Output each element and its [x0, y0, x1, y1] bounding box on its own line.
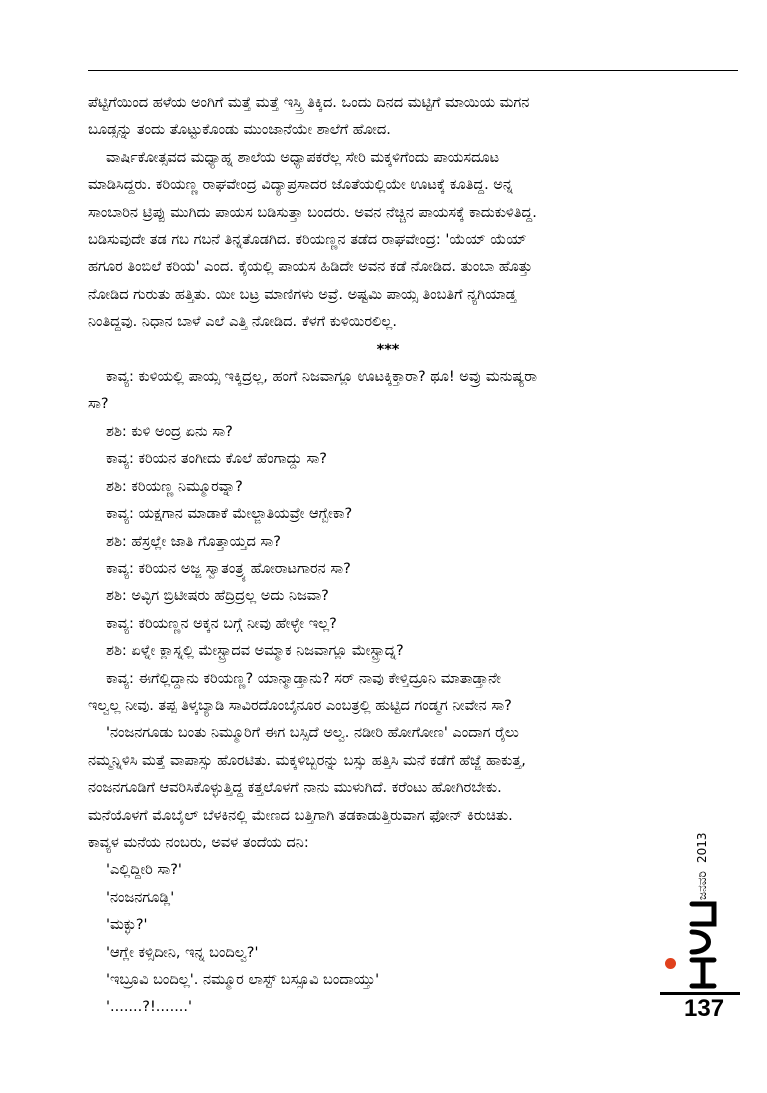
text-line: ಮಾಡಿಸಿದ್ದರು. ಕರಿಯಣ್ಣ ರಾಘವೇಂದ್ರ ವಿದ್ಯಾಪ್ರಸಾದರ ಜೊತೆಯಲ್ಲಿಯೇ ಊಟಕ್ಕೆ ಕೂತಿದ್ದ. ಅನ್ನ [88, 177, 513, 194]
text-line: ಶಶಿ: ಕರಿಯಣ್ಣ ನಿಮ್ಮೂರವ್ನಾ? [106, 478, 243, 495]
header-rule [88, 70, 738, 71]
issue-month: ಜನವರಿ [695, 871, 709, 900]
text-line: ಸಾಂಬಾರಿನ ಟ್ರಿಪ್ಪು ಮುಗಿದು ಪಾಯಸ ಬಡಿಸುತ್ತಾ ಬಂದರು. ಅವನ ನೆಚ್ಚಿನ ಪಾಯಸಕ್ಕೆ ಕಾದುಕುಳಿತಿದ್ದ. [88, 204, 537, 221]
text-line: ಪೆಟ್ಟಿಗೆಯಿಂದ ಹಳೆಯ ಅಂಗಿಗೆ ಮತ್ತೆ ಮತ್ತೆ ಇಸ್ತ್ರಿ ತಿಕ್ಕಿದ. ಒಂದು ದಿನದ ಮಟ್ಟಿಗೆ ಮಾಯಿಯ ಮಗನ [88, 95, 530, 111]
text-line: ಕಾವ್ಯ: ಕರಿಯನ ತಂಗೀದು ಕೊಲೆ ಹೆಂಗಾದ್ದು ಸಾ? [106, 451, 328, 468]
text-line: ನಿಂತಿದ್ದವು. ನಿಧಾನ ಬಾಳೆ ಎಲೆ ಎತ್ತಿ ನೋಡಿದ. ಕೆಳಗೆ ಕುಳಿಯಿರಲಿಲ್ಲ. [88, 314, 397, 331]
text-line: ಶಶಿ: ಹೆಸ್ರಲ್ಲೇ ಜಾತಿ ಗೊತ್ತಾಯ್ತದ ಸಾ? [106, 533, 281, 550]
text-line: ನೋಡಿದ ಗುರುತು ಹತ್ತಿತು. ಯೀ ಬಟ್ರ ಮಾಣಿಗಳು ಅವ್ರೆ. ಅಷ್ಟಮಿ ಪಾಯ್ಸ ತಿಂಬತಿಗೆ ನ್ಯಗಿಯಾಡ್ತ [88, 286, 517, 303]
text-line: ಸಾ? [88, 396, 109, 413]
text-line: ಕಾವ್ಯ: ಕುಳಿಯಲ್ಲಿ ಪಾಯ್ಸ ಇಕ್ಕಿದ್ರಲ್ಲ, ಹಂಗೆ ನಿಜವಾಗ್ಲೂ ಊಟಕ್ಕಿಕ್ತಾರಾ? ಥೂ! ಅವ್ರು ಮನುಷ್ಯರಾ [106, 369, 538, 386]
text-line: ವಾರ್ಷಿಕೋತ್ಸವದ ಮಧ್ಯಾಹ್ನ ಶಾಲೆಯ ಅಧ್ಯಾಪಕರೆಲ್ಲ ಸೇರಿ ಮಕ್ಕಳಿಗೆಂದು ಪಾಯಸದೂಟ [106, 149, 500, 166]
text-line: ಕಾವ್ಯ: ಯಕ್ಷಗಾನ ಮಾಡಾಕೆ ಮೇಲ್ಜಾತಿಯವ್ರೇ ಆಗ್ಬೇಕಾ? [106, 506, 353, 523]
text-line: ಹಗೂರ ತಿಂಬಿಲೆ ಕರಿಯ' ಎಂದ. ಕೈಯಲ್ಲಿ ಪಾಯಸ ಹಿಡಿದೇ ಅವನ ಕಡೆ ನೋಡಿದ. ತುಂಬಾ ಹೊತ್ತು [88, 259, 533, 276]
text-line: ಕಾವ್ಯಳ ಮನೆಯ ನಂಬರು, ಅವಳ ತಂದೆಯ ದನಿ: [88, 834, 309, 851]
issue-date [694, 800, 710, 900]
text-line: ನಮ್ಮನ್ನಿಳಿಸಿ ಮತ್ತೆ ವಾಪಾಸ್ಸು ಹೊರಟಿತು. ಮಕ್ಕಳಿಬ್ಬರನ್ನು ಬಸ್ಸು ಹತ್ತಿಸಿ ಮನೆ ಕಡೆಗೆ ಹೆಜ್ಜೆ ಹಾಕುತ್ತ, [88, 752, 526, 769]
article-body [88, 90, 658, 1022]
text-line: 'ಆಗ್ಲೇ ಕಳ್ಸಿದೀನಿ, ಇನ್ನ ಬಂದಿಲ್ವ?' [106, 944, 259, 961]
text-line: ಶಶಿ: ಅವ್ಳಿಗ ಬ್ರಿಟೀಷರು ಹೆದ್ರಿದ್ರಲ್ಲ ಅದು ನಿಜವಾ? [106, 588, 329, 605]
text-line: 'ನಂಜನಗೂಡು ಬಂತು ನಿಮ್ಮೂರಿಗೆ ಈಗ ಬಸ್ಸಿದೆ ಅಲ್ವ. ನಡೀರಿ ಹೋಗೋಣ' ಎಂದಾಗ ರೈಲು [106, 725, 519, 742]
accent-dot [665, 958, 676, 969]
text-line: ಕಾವ್ಯ: ಕರಿಯಣ್ಣನ ಅಕ್ಕನ ಬಗ್ಗೆ ನೀವು ಹೇಳ್ಳೇ ಇಲ್ಲ? [106, 615, 337, 632]
text-line: ಮನೆಯೊಳಗೆ ಮೊಬೈಲ್ ಬೆಳಕಿನಲ್ಲಿ ಮೇಣದ ಬತ್ತಿಗಾಗಿ ತಡಕಾಡುತ್ತಿರುವಾಗ ಫೋನ್ ಕಿರುಚಿತು. [88, 807, 513, 824]
text-line: ನಂಜನಗೂಡಿಗೆ ಆವರಿಸಿಕೊಳ್ಳುತ್ತಿದ್ದ ಕತ್ತಲೊಳಗೆ ನಾನು ಮುಳುಗಿದೆ. ಕರೆಂಟು ಹೋಗಿರಬೇಕು. [88, 780, 502, 797]
text-line: 'ಮಕ್ಳು?' [106, 917, 148, 934]
text-line: '.......?!.......' [106, 999, 193, 1016]
page-number: 137 [684, 995, 725, 1022]
text-line: 'ಎಲ್ಲಿದ್ದೀರಿ ಸಾ?' [106, 862, 182, 879]
issue-year: 2013 [695, 832, 709, 864]
text-line: ಶಶಿ: ಕುಳಿ ಅಂದ್ರ ಏನು ಸಾ? [106, 423, 233, 440]
text-line: 'ಇಬ್ರೂವಿ ಬಂದಿಲ್ಲ'. ನಮ್ಮೂರ ಲಾಸ್ಟ್ ಬಸ್ಸೂವಿ ಬಂದಾಯ್ತು' [106, 972, 380, 988]
text-line: ಬೂಡ್ಸನ್ನು ತಂದು ತೊಟ್ಟುಕೊಂಡು ಮುಂಜಾನೆಯೇ ಶಾಲೆಗೆ ಹೋದ. [88, 122, 391, 139]
section-separator: *** [376, 341, 400, 358]
text-line: ಕಾವ್ಯ: ಈಗೆಲ್ಲಿದ್ದಾನು ಕರಿಯಣ್ಣ? ಯಾನ್ಮಾಡ್ತಾನು? ಸರ್ ನಾವು ಕೇಳ್ತಿದ್ರೂನಿ ಮಾತಾಡ್ತಾನೇ [106, 670, 501, 687]
text-line: ಇಲ್ವಲ್ಲ ನೀವು. ತಪ್ಪ ತಿಳ್ಕಬ್ಯಾಡಿ ಸಾವಿರದೊಂಬೈನೂರ ಎಂಬತ್ರಲ್ಲಿ ಹುಟ್ಟಿದ ಗಂಡ್ಮಗ ನೀವೇನ ಸಾ? [88, 697, 512, 714]
text-line: ಶಶಿ: ಏಳ್ನೇ ಕ್ಲಾಸ್ನಲ್ಲಿ ಮೇಸ್ಟ್ರಾದವ ಅಮ್ಮಾಕ ನಿಜವಾಗ್ಲೂ ಮೇಸ್ಟ್ರಾದ್ನ? [106, 643, 404, 660]
text-line: ಕಾವ್ಯ: ಕರಿಯನ ಅಜ್ಜ ಸ್ವಾತಂತ್ರ್ಯ ಹೋರಾಟಗಾರನ ಸಾ? [106, 560, 351, 577]
text-line: 'ನಂಜನಗೂಡ್ಲಿ' [106, 889, 175, 906]
magazine-logo [686, 900, 720, 990]
text-line: ಬಡಿಸುವುದೇ ತಡ ಗಬ ಗಬನೆ ತಿನ್ನತೊಡಗಿದ. ಕರಿಯಣ್ಣನ ತಡೆದ ರಾಘವೇಂದ್ರ: 'ಯೆಯ್ ಯೆಯ್ [88, 232, 527, 249]
